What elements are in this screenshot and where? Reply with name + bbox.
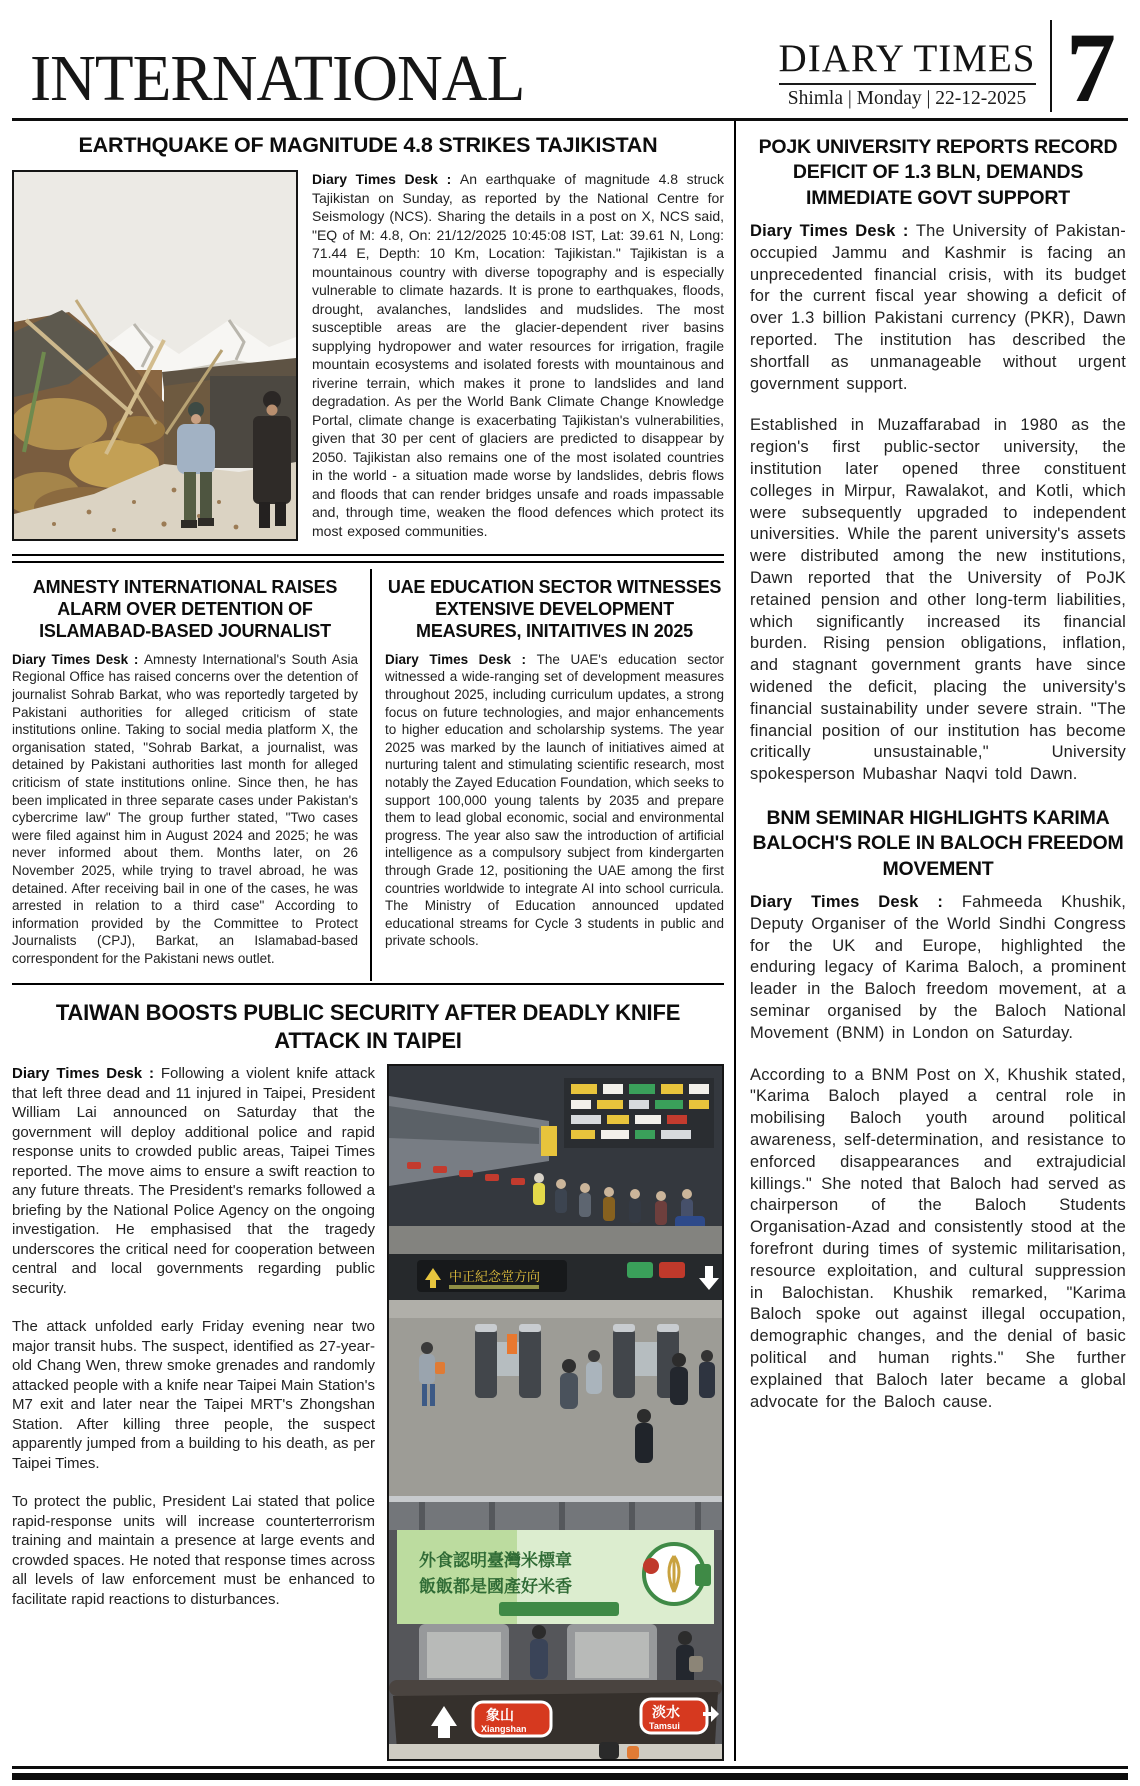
- article-earthquake: [12, 121, 724, 551]
- double-rule: [12, 554, 724, 563]
- direction-sign-bar: [393, 1692, 719, 1750]
- taiwan-body: [12, 1064, 387, 1761]
- article-pojk: [750, 135, 1126, 786]
- uae-headline: UAE EDUCATION SECTOR WITNESSES EXTENSIVE DEVELOPMENT MEASURES, INITAITIVES IN 2025: [387, 577, 722, 641]
- section-title: INTERNATIONAL: [30, 42, 525, 115]
- earthquake-headline: EARTHQUAKE OF MAGNITUDE 4.8 STRIKES TAJIKISTAN: [78, 133, 658, 157]
- overhead-sign-text: 中正紀念堂方向: [449, 1270, 541, 1285]
- taiwan-byline: Diary Times Desk :: [12, 1065, 161, 1082]
- pojk-paragraph-2: Established in Muzaffarabad in 1980 as the region's first public-sector university, the institution later opened three constituent colleges in Mirpur, Rawalakot, and Kotli, which were subsequently upgraded to independent universities. While the parent university's assets were distributed among the new institutions, Dawn reported that the University of PoJK retained pension and other long-term liabilities, which significantly increased its financial burden. Rising pension obligations, inflation, and stagnant government grants have since widened the deficit, placing the university's financial sustainability under severe strain. "The financial position of our institution has become critically unsustainable," University spokesperson Mubashar Naqvi told Dawn.: [750, 416, 1126, 784]
- banner-line1: 外食認明臺灣米標章: [419, 1551, 572, 1571]
- xiangshan-sign: [473, 1702, 551, 1736]
- masthead-name: DIARY TIMES: [778, 37, 1036, 81]
- page-footer-rules: [12, 1766, 1128, 1780]
- taiwan-paragraph-3: To protect the public, President Lai stated that police rapid-response units will increase counterterrorism training and maintain a presence at large events and crowded spaces. He noted that response times across all levels of law enforcement must be enhanced to facilitate rapid reactions to disturbances.: [12, 1493, 375, 1608]
- bnm-headline: BNM SEMINAR HIGHLIGHTS KARIMA BALOCH'S ROLE IN BALOCH FREEDOM MOVEMENT: [752, 806, 1124, 880]
- footer-rule-thick: [12, 1773, 1128, 1780]
- taiwan-paragraph-1: [12, 1064, 375, 1298]
- masthead-block: [778, 12, 1122, 123]
- xiangshan-en: Xiangshan: [481, 1724, 527, 1734]
- taipei-metro-photo-art: [389, 1066, 722, 1759]
- xiangshan-cjk: 象山: [486, 1708, 514, 1724]
- masthead-dateline: Shimla | Monday | 22-12-2025: [787, 88, 1027, 109]
- amnesty-byline: Diary Times Desk :: [12, 651, 145, 667]
- article-taiwan: [12, 989, 724, 1761]
- article-bnm: [750, 806, 1126, 1413]
- main-content: [12, 121, 1128, 1761]
- taipei-metro-photo: [387, 1064, 724, 1761]
- uae-body-text: The UAE's education sector witnessed a wide-ranging set of development measures throughout 2025, including curriculum updates, a strong focus on future technologies, and major enhancements to higher education and scholarship systems. The year 2025 was marked by the launch of initiatives aimed at nurturing talent and stimulating scientific research, most notably the Zayed Education Foundation, which seeks to support 100,000 young talents by 2035 and prepare them to lead global economic, social and environmental progress. The year also saw the introduction of artificial intelligence as a compulsory subject from kindergarten through Grade 12, positioning the UAE among the first countries worldwide to integrate AI into school curricula. The Ministry of Education announced updated educational streams for Cycle 3 students in public and private schools.: [385, 651, 724, 949]
- rice-banner: [397, 1530, 714, 1624]
- footer-rule-thin: [12, 1766, 1128, 1769]
- amnesty-body: [12, 651, 358, 968]
- taiwan-headline: TAIWAN BOOSTS PUBLIC SECURITY AFTER DEADLY KNIFE ATTACK IN TAIPEI: [55, 1000, 681, 1053]
- pojk-paragraph-1: [750, 221, 1126, 395]
- uae-byline: Diary Times Desk :: [385, 651, 537, 667]
- uae-body: [385, 651, 724, 950]
- article-uae: [372, 569, 724, 981]
- bnm-paragraph-1: [750, 892, 1126, 1045]
- amnesty-headline: AMNESTY INTERNATIONAL RAISES ALARM OVER DETENTION OF ISLAMABAD-BASED JOURNALIST: [32, 577, 338, 641]
- earthquake-body-text: An earthquake of magnitude 4.8 struck Tajikistan on Sunday, as reported by the National Centre for Seismology (NCS). Sharing the details in a post on X, NCS said, "EQ of M: 4.8, On: 21/12/2025 10:45:08 IST, Lat: 39.61 N, Long: 71.44 E, Depth: 10 Km, Location: Tajikistan." Tajikistan is a mountainous country with diverse topography and is especially vulnerable to climate hazards. It is prone to earthquakes, floods, drought, avalanches, landslides and mudslides. The most susceptible areas are the glacier-dependent river basins supplying hydropower and water resources for irrigation, fragile mountain ecosystems and isolated forests with mountainous and riverine terrain, which makes it prone to landslides and land degradation. As per the World Bank Climate Change Knowledge Portal, climate change is exacerbating Tajikistan's vulnerabilities, given that 30 per cent of glaciers are predicted to disappear by 2050. Tajikistan also remains one of the most isolated countries in the world - a situation made worse by landslides, debris flows and floods that can render bridges unsafe and roads impassable and, through time, weaken the flood defences which protect its most exposed communities.: [312, 171, 724, 539]
- pojk-p1-text: The University of Pakistan-occupied Jammu and Kashmir is facing an unprecedented financial crisis, with its budget for the current fiscal year showing a deficit of over 1.3 billion Pakistani currency (PKR), Dawn reported. The institution has described the shortfall as unmanageable without urgent government support.: [750, 222, 1126, 393]
- banner-line2: 飯飯都是國產好米香: [419, 1577, 572, 1597]
- middle-columns: [12, 569, 724, 981]
- article-amnesty: [12, 569, 370, 981]
- single-rule: [12, 983, 724, 985]
- left-section: [12, 121, 734, 1761]
- tamsui-cjk: 淡水: [652, 1705, 680, 1721]
- header-vertical-divider: [1050, 20, 1053, 112]
- masthead: [779, 39, 1036, 112]
- masthead-rule: [779, 83, 1036, 85]
- taiwan-paragraph-2: The attack unfolded early Friday evening near two major transit hubs. The suspect, identified as 27-year-old Chang Wen, threw smoke grenades and randomly attacked people with a knife near Taipei Main Station's M7 exit and later near the Taipei MRT's Zhongshan Station. After killing three people, the suspect apparently jumped from a building to his death, as per Taipei Times.: [12, 1318, 375, 1472]
- right-column: [734, 121, 1128, 1761]
- pojk-byline: Diary Times Desk :: [750, 222, 916, 241]
- earthquake-photo: [12, 170, 298, 541]
- tamsui-sign: [641, 1699, 707, 1733]
- page-number: 7: [1066, 12, 1116, 123]
- bnm-byline: Diary Times Desk :: [750, 892, 962, 911]
- taiwan-p1-text: Following a violent knife attack that left three dead and 11 injured in Taipei, President William Lai announced on Saturday that the government will deploy additional police and rapid response units to crowded public areas, Taipei Times reported. The move aims to ensure a swift reaction to any future threats. The President's remarks followed a briefing by the National Police Agency on the ongoing investigation. He emphasised that the tragedy underscores the critical need for cooperation between central and local governments regarding public security.: [12, 1065, 375, 1297]
- tamsui-en: Tamsui: [649, 1721, 680, 1731]
- earthquake-photo-art: [14, 172, 296, 539]
- pojk-headline: POJK UNIVERSITY REPORTS RECORD DEFICIT OF 1.3 BLN, DEMANDS IMMEDIATE GOVT SUPPORT: [758, 136, 1118, 209]
- earthquake-body: [312, 170, 724, 541]
- bnm-paragraph-2: According to a BNM Post on X, Khushik stated, "Karima Baloch played a central role in mobilising Baloch youth around political awareness, self-determination, and resistance to enforced disappearances and extrajudicial killings." She noted that Baloch had served as chairperson of the Baloch Students Organisation-Azad and consistently stood at the forefront during times of systemic militarisation, resource exploitation, and cultural suppression in Balochistan. Khushik remarked, "Karima Baloch spoke out against illegal occupation, demographic changes, and the denial of basic political and human rights." She further explained that Baloch later became a global advocate for the Baloch cause.: [750, 1065, 1126, 1411]
- bnm-p1-text: Fahmeeda Khushik, Deputy Organiser of the World Sindhi Congress for the UK and Europe, highlighted the enduring legacy of Karima Baloch, a prominent leader in the Baloch freedom movement, at a seminar organised by the Baloch National Movement (BNM) in London on Saturday.: [750, 892, 1126, 1042]
- overhead-direction-sign: [417, 1260, 567, 1292]
- bnm-body: [750, 892, 1126, 1413]
- pojk-body: [750, 221, 1126, 786]
- page-header: [12, 0, 1128, 123]
- amnesty-body-text: Amnesty International's South Asia Regional Office has raised concerns over the detention of journalist Sohrab Barkat, who was reportedly targeted by Pakistani authorities for alleged criticism of state institutions online. Taking to social media platform X, the organisation stated, "Sohrab Barkat, a journalist, was detained by Pakistani authorities last month for alleged criticism of state institutions online. Since then, he has been implicated in three separate cases under Pakistan's cybercrime law" The group further stated, "Two cases were filed against him in August 2024 and 2025; he was never informed about them. Months later, on 26 November 2025, while trying to travel abroad, he was detained. After receiving bail in one of the cases, he was arrested in relation to a third case" According to information provided by the Committee to Protect Journalists (CPJ), Barkat, an Islamabad-based correspondent for the Pakistani news outlet.: [12, 651, 358, 966]
- earthquake-byline: Diary Times Desk :: [312, 171, 460, 187]
